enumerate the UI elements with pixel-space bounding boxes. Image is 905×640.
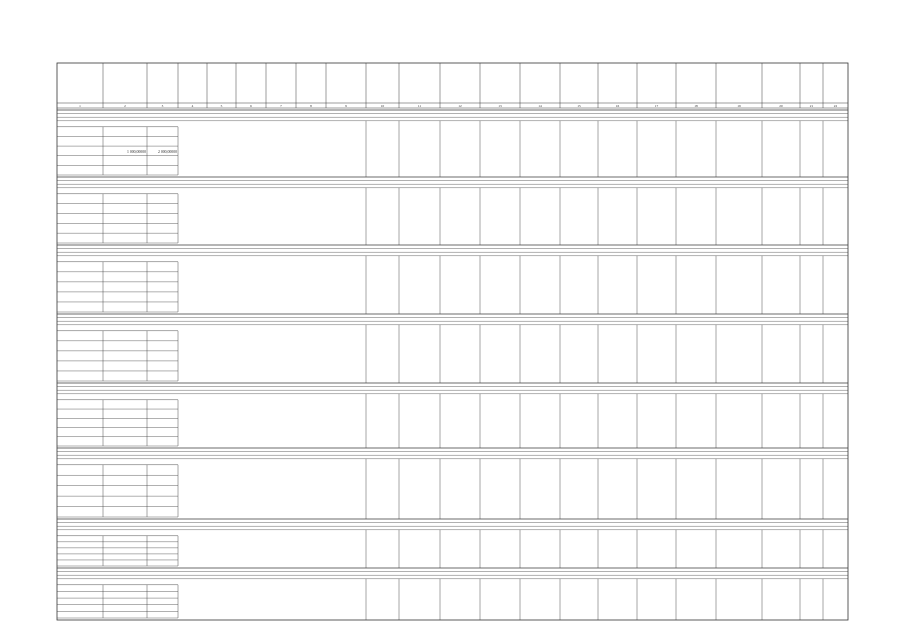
table-frame bbox=[57, 63, 848, 620]
column-number: 13 bbox=[498, 103, 502, 108]
column-number: 19 bbox=[737, 103, 741, 108]
column-number: 21 bbox=[809, 103, 814, 108]
column-number: 6 bbox=[250, 103, 252, 108]
column-number: 7 bbox=[280, 103, 282, 108]
column-number: 10 bbox=[380, 103, 385, 108]
column-number: 20 bbox=[779, 103, 783, 108]
column-number: 9 bbox=[345, 103, 347, 108]
column-number: 18 bbox=[694, 103, 698, 108]
column-number: 17 bbox=[654, 103, 659, 108]
finance-value: 2 000,00000 bbox=[158, 149, 177, 154]
column-number: 3 bbox=[161, 103, 164, 108]
column-number: 5 bbox=[220, 103, 223, 108]
column-number: 8 bbox=[310, 103, 312, 108]
column-number: 15 bbox=[577, 103, 581, 108]
column-number: 16 bbox=[615, 103, 620, 108]
column-number: 1 bbox=[79, 103, 81, 108]
column-number: 14 bbox=[538, 103, 542, 108]
finance-value: 1 000,00000 bbox=[127, 149, 146, 154]
column-number: 2 bbox=[124, 103, 126, 108]
column-number: 22 bbox=[833, 103, 838, 108]
column-number: 4 bbox=[191, 103, 194, 108]
column-number: 11 bbox=[417, 103, 422, 108]
column-number: 12 bbox=[458, 103, 462, 108]
